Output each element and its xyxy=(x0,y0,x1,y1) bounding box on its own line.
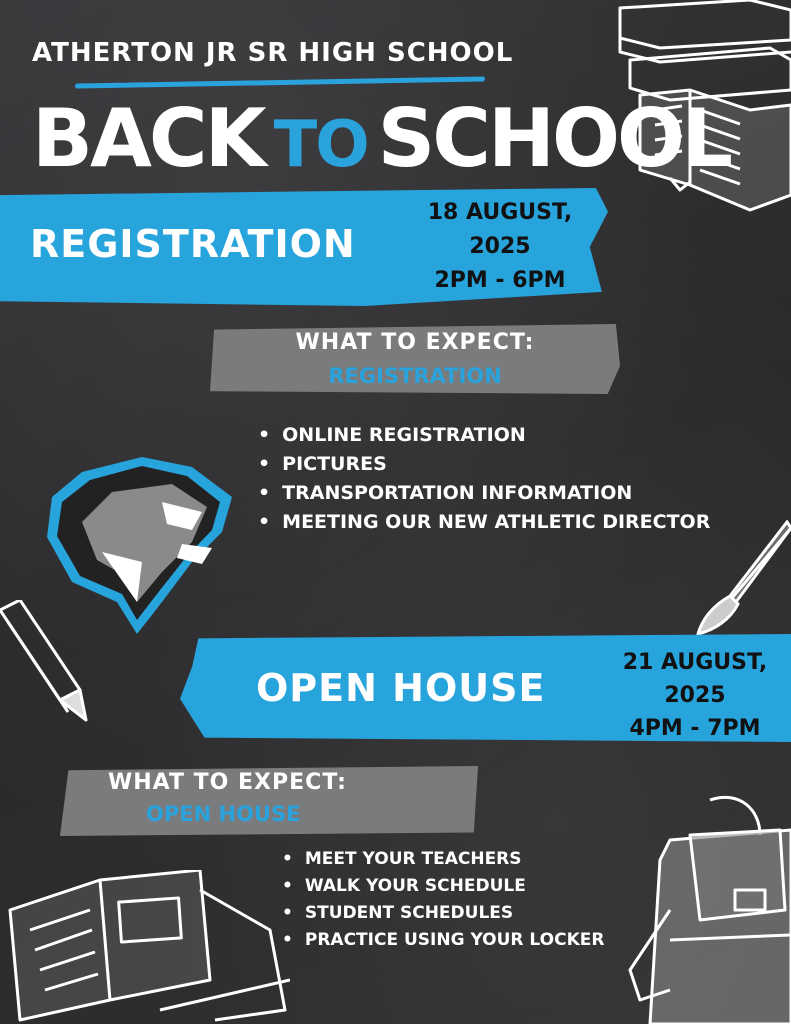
open-house-list xyxy=(282,846,604,954)
open-house-date-line2: 2025 xyxy=(664,683,726,708)
registration-date xyxy=(400,196,600,298)
registration-date-line1: 18 AUGUST, xyxy=(427,200,573,225)
registration-date-line2: 2025 xyxy=(469,234,531,259)
open-house-time: 4PM - 7PM xyxy=(629,716,761,741)
open-house-date-line1: 21 AUGUST, xyxy=(622,650,768,675)
school-name: ATHERTON JR SR HIGH SCHOOL xyxy=(32,38,514,68)
list-item: • MEETING OUR NEW ATHLETIC DIRECTOR xyxy=(258,508,710,537)
list-item: • ONLINE REGISTRATION xyxy=(258,421,710,450)
registration-expect-title: WHAT TO EXPECT: xyxy=(295,330,535,355)
headline-word-to: TO xyxy=(273,108,368,182)
registration-expect-subtitle: REGISTRATION xyxy=(328,364,502,388)
backpack-icon xyxy=(610,790,791,1024)
list-item: • MEET YOUR TEACHERS xyxy=(282,846,604,873)
list-item: • TRANSPORTATION INFORMATION xyxy=(258,479,710,508)
registration-list xyxy=(258,421,710,537)
list-item: • PICTURES xyxy=(258,450,710,479)
open-book-icon xyxy=(0,870,290,1024)
list-item: • STUDENT SCHEDULES xyxy=(282,900,604,927)
mascot-logo xyxy=(42,452,234,637)
open-house-expect-title: WHAT TO EXPECT: xyxy=(108,770,347,795)
open-house-date xyxy=(600,646,790,745)
headline-word-back: BACK xyxy=(32,92,264,185)
list-item: • WALK YOUR SCHEDULE xyxy=(282,873,604,900)
headline-word-school: SCHOOL xyxy=(377,92,730,185)
headline xyxy=(32,92,730,188)
registration-time: 2PM - 6PM xyxy=(434,268,566,293)
paintbrush-icon xyxy=(692,520,791,640)
list-item: • PRACTICE USING YOUR LOCKER xyxy=(282,927,604,954)
open-house-title: OPEN HOUSE xyxy=(256,666,546,710)
registration-title: REGISTRATION xyxy=(30,222,356,266)
title-underline xyxy=(75,76,485,88)
open-house-expect-subtitle: OPEN HOUSE xyxy=(146,802,301,826)
